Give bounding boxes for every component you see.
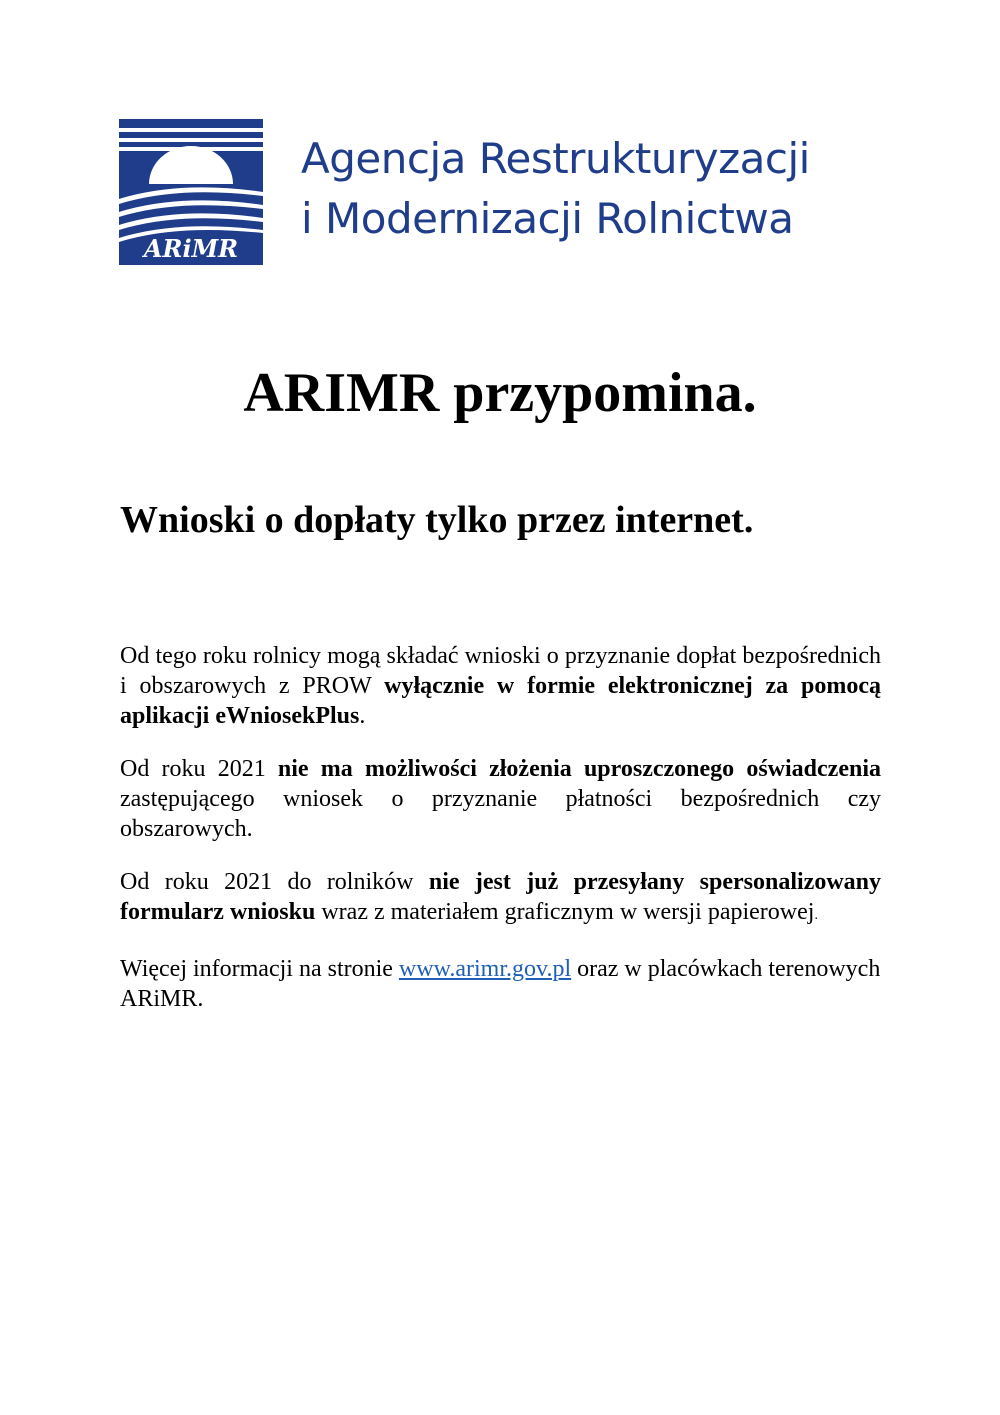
agency-name	[301, 129, 849, 249]
agency-name-line-1: Agencja Restrukturyzacji	[301, 134, 810, 183]
paragraph-electronic-forms	[120, 641, 881, 731]
paragraph-text: Więcej informacji na stronie	[120, 956, 399, 982]
page-title: ARIMR przypomina.	[243, 362, 757, 424]
paragraph-text: Od roku 2021	[120, 756, 278, 782]
paragraph-no-simplified-statement	[120, 754, 881, 844]
paragraph-text: zastępującego wniosek o przyznanie płatności bezpośrednich czy obszarowych.	[120, 786, 881, 842]
page-subtitle: Wnioski o dopłaty tylko przez internet.	[120, 499, 754, 541]
agency-name-line-2: i Modernizacji Rolnictwa	[301, 194, 794, 243]
body-content	[120, 641, 881, 1037]
paragraph-text: Od roku 2021 do rolników	[120, 869, 429, 895]
paragraph-emphasis: nie jest już przesyłany spersonalizowany formularz wniosku	[120, 869, 881, 925]
paragraph-text: .	[359, 703, 366, 729]
paragraph-no-paper-form	[120, 867, 881, 931]
svg-text:ARiMR: ARiMR	[143, 234, 239, 263]
paragraph-text: wraz z materiałem graficznym w wersji papierowej	[315, 899, 815, 925]
paragraph-emphasis: nie ma możliwości złożenia uproszczonego oświadczenia	[277, 756, 881, 782]
paragraph-text: oraz w placówkach terenowych ARiMR.	[120, 956, 881, 1012]
paragraph-emphasis: wyłącznie w formie elektronicznej za pomocą aplikacji eWniosekPlus	[120, 673, 881, 729]
arimr-logo-mark-icon	[119, 119, 263, 265]
arimr-website-link[interactable]: www.arimr.gov.pl	[398, 956, 572, 982]
paragraph-text: Od tego roku rolnicy mogą składać wnioski o przyznanie dopłat bezpośrednich i obszarowych z PROW	[120, 643, 881, 699]
paragraph-more-info	[120, 954, 881, 1014]
paragraph-text: .	[814, 908, 818, 923]
arimr-logo	[119, 119, 849, 265]
